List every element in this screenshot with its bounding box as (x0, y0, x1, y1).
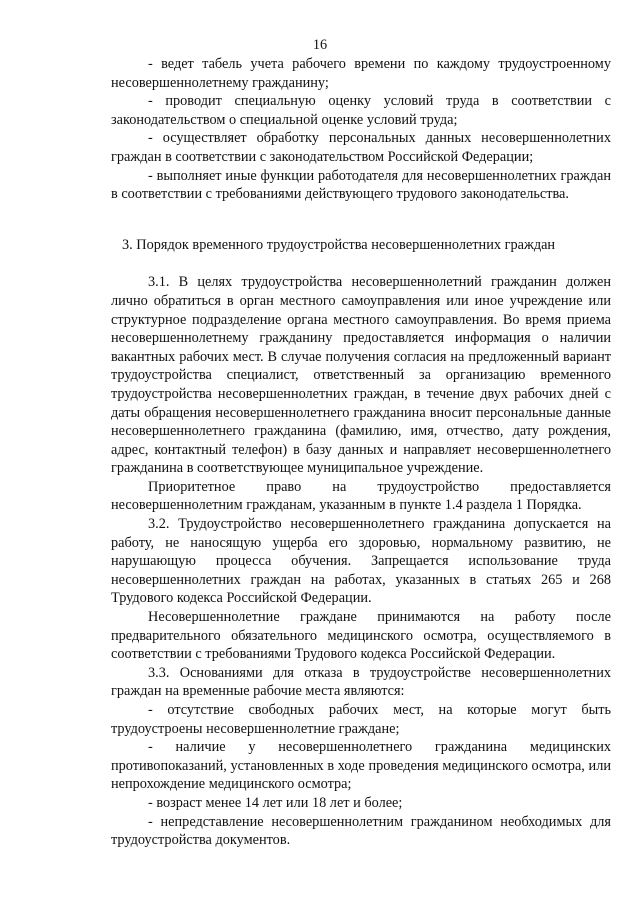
paragraph-3-3: 3.3. Основаниями для отказа в трудоустройстве несовершеннолетних граждан на временные рабочие места являются: (111, 664, 611, 700)
paragraph-medical-exam: Несовершеннолетние граждане принимаются на работу после предварительного обязательного медицинского осмотра, осуществляемого в соответствии с требованиями Трудового кодекса Российской Федерации. (111, 609, 611, 663)
page-content (111, 55, 611, 850)
bullet-personal-data: - осуществляет обработку персональных данных несовершеннолетних граждан в соответствии с законодательством Российской Федерации; (111, 130, 611, 165)
refusal-bullet-no-vacancies: - отсутствие свободных рабочих мест, на которые могут быть трудоустроены несовершеннолетние граждане; (111, 702, 611, 737)
bullet-timesheet: - ведет табель учета рабочего времени по каждому трудоустроенному несовершеннолетнему гражданину; (111, 56, 611, 91)
bullet-working-conditions: - проводит специальную оценку условий труда в соответствии с законодательством о специальной оценке условий труда; (111, 93, 611, 128)
section-heading: 3. Порядок временного трудоустройства несовершеннолетних граждан (122, 236, 556, 253)
paragraph-3-2: 3.2. Трудоустройство несовершеннолетнего гражданина допускается на работу, не наносящую ущерба его здоровью, нормальному развитию, не нарушающую процесса обучения. Запрещается использование труда несовершеннолетних граждан на работах, указанных в статьях 265 и 268 Трудового кодекса Российской Федерации. (111, 516, 611, 607)
refusal-bullet-medical: - наличие у несовершеннолетнего гражданина медицинских противопоказаний, установленных в ходе проведения медицинского осмотра, или непрохождение медицинского осмотра; (111, 739, 611, 793)
refusal-bullet-age: - возраст менее 14 лет или 18 лет и более; (148, 794, 403, 811)
paragraph-priority-right: Приоритетное право на трудоустройство предоставляется несовершеннолетним гражданам, указанным в пункте 1.4 раздела 1 Порядка. (111, 478, 611, 514)
spacer (111, 254, 611, 273)
refusal-bullet-documents: - непредставление несовершеннолетним гражданином необходимых для трудоустройства документов. (111, 813, 611, 849)
page-number: 16 (312, 37, 328, 53)
paragraph-3-1: 3.1. В целях трудоустройства несовершеннолетний гражданин должен лично обратиться в орган местного самоуправления или иное учреждение или структурное подразделение органа местного самоуправления. Во время приема несовершеннолетнему гражданину предоставляется информация о наличии вакантных рабочих мест. В случае получения согласия на предложенный вариант трудоустройства специалист, ответственный за организацию временного трудоустройства несовершеннолетних граждан, в течение двух рабочих дней с даты обращения несовершеннолетнего гражданина вносит персональные данные несовершеннолетнего гражданина (фамилию, имя, отчество, дату рождения, адрес, контактный телефон) в базу данных и направляет несовершеннолетнего гражданина в соответствующее муниципальное учреждение. (111, 274, 611, 477)
bullet-other-functions: - выполняет иные функции работодателя для несовершеннолетних граждан в соответствии с требованиями действующего трудового законодательства. (111, 167, 611, 203)
